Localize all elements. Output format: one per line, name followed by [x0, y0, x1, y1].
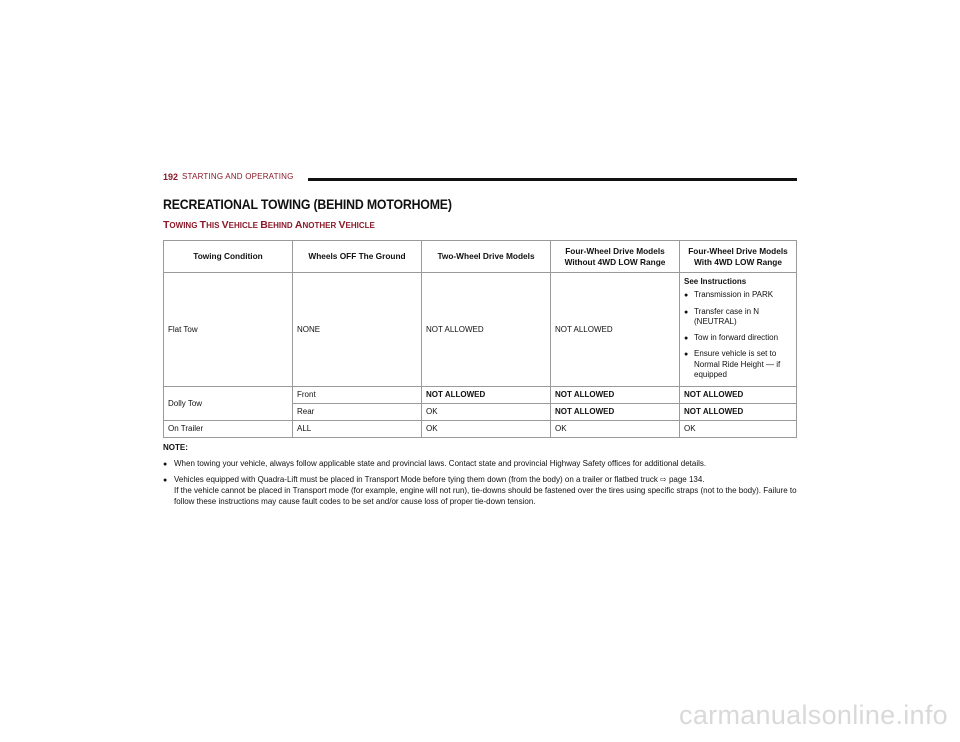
bullet-icon: ●	[684, 351, 689, 358]
cell-wheels: Rear	[293, 403, 422, 420]
note-text: Vehicles equipped with Quadra-Lift must be placed in Transport Mode before tying them down (from the body) on a trailer or flatbed truck ⇨ page 134.	[174, 475, 705, 484]
note-label: NOTE:	[163, 443, 188, 452]
header-towing-condition: Towing Condition	[164, 241, 293, 273]
watermark: carmanualsonline.info	[679, 700, 948, 730]
page-header	[163, 172, 797, 186]
bullet-icon: ●	[684, 292, 689, 299]
cell-four-wd-low: NOT ALLOWED	[680, 386, 797, 403]
cell-condition: On Trailer	[164, 420, 293, 437]
table-header-row	[164, 241, 797, 273]
table-row	[164, 420, 797, 437]
cell-four-wd-no-low: NOT ALLOWED	[551, 273, 680, 387]
page-number: 192	[163, 172, 179, 182]
header-four-wheel-no-low: Four-Wheel Drive Models Without 4WD LOW Range	[551, 241, 680, 273]
cell-instructions	[680, 273, 797, 387]
notes	[163, 442, 803, 507]
cell-four-wd-low: OK	[680, 420, 797, 437]
header-wheels-off: Wheels OFF The Ground	[293, 241, 422, 273]
cell-four-wd-no-low: NOT ALLOWED	[551, 386, 680, 403]
bullet-icon: ●	[163, 461, 168, 468]
cell-wheels: Front	[293, 386, 422, 403]
note-text: If the vehicle cannot be placed in Transport mode (for example, engine will not run), tie-downs should be fastened over the tires using specific straps (not to the body). Failure to follow these instructions may cause fault codes to be set and/or cause loss of proper tie-down tension.	[174, 486, 797, 506]
list-item: ● Tow in forward direction	[684, 333, 792, 345]
table-row	[164, 273, 797, 387]
cell-four-wd-low: NOT ALLOWED	[680, 403, 797, 420]
cell-wheels: NONE	[293, 273, 422, 387]
list-item: ● Ensure vehicle is set to Normal Ride Height — if equipped	[684, 349, 781, 379]
cell-two-wd: NOT ALLOWED	[422, 273, 551, 387]
bullet-icon: ●	[684, 334, 689, 342]
bullet-icon: ●	[684, 308, 689, 316]
cell-two-wd: NOT ALLOWED	[422, 386, 551, 403]
cell-two-wd: OK	[422, 420, 551, 437]
header-four-wheel-low: Four-Wheel Drive Models With 4WD LOW Range	[680, 241, 797, 273]
header-two-wheel: Two-Wheel Drive Models	[422, 241, 551, 273]
cell-condition: Dolly Tow	[164, 386, 293, 420]
towing-table	[163, 240, 797, 438]
note-item: ● When towing your vehicle, always follow applicable state and provincial laws. Contact state and provincial Highway Safety offices for additional details.	[163, 459, 707, 468]
cell-two-wd: OK	[422, 403, 551, 420]
cell-wheels: ALL	[293, 420, 422, 437]
list-item: ● Transmission in PARK	[684, 290, 792, 302]
note-item	[163, 474, 803, 507]
header-rule	[308, 178, 797, 181]
section-subtitle: TOWING THIS VEHICLE BEHIND ANOTHER VEHICLE	[163, 219, 375, 231]
cell-condition: Flat Tow	[164, 273, 293, 387]
list-item: ● Transfer case in N (NEUTRAL)	[684, 306, 760, 326]
bullet-icon: ●	[163, 477, 168, 484]
cell-four-wd-no-low: NOT ALLOWED	[551, 403, 680, 420]
instructions-heading: See Instructions	[684, 277, 747, 286]
section-title: STARTING AND OPERATING	[182, 172, 294, 181]
table-row	[164, 386, 797, 403]
page-title: RECREATIONAL TOWING (BEHIND MOTORHOME)	[163, 196, 452, 212]
cell-four-wd-no-low: OK	[551, 420, 680, 437]
